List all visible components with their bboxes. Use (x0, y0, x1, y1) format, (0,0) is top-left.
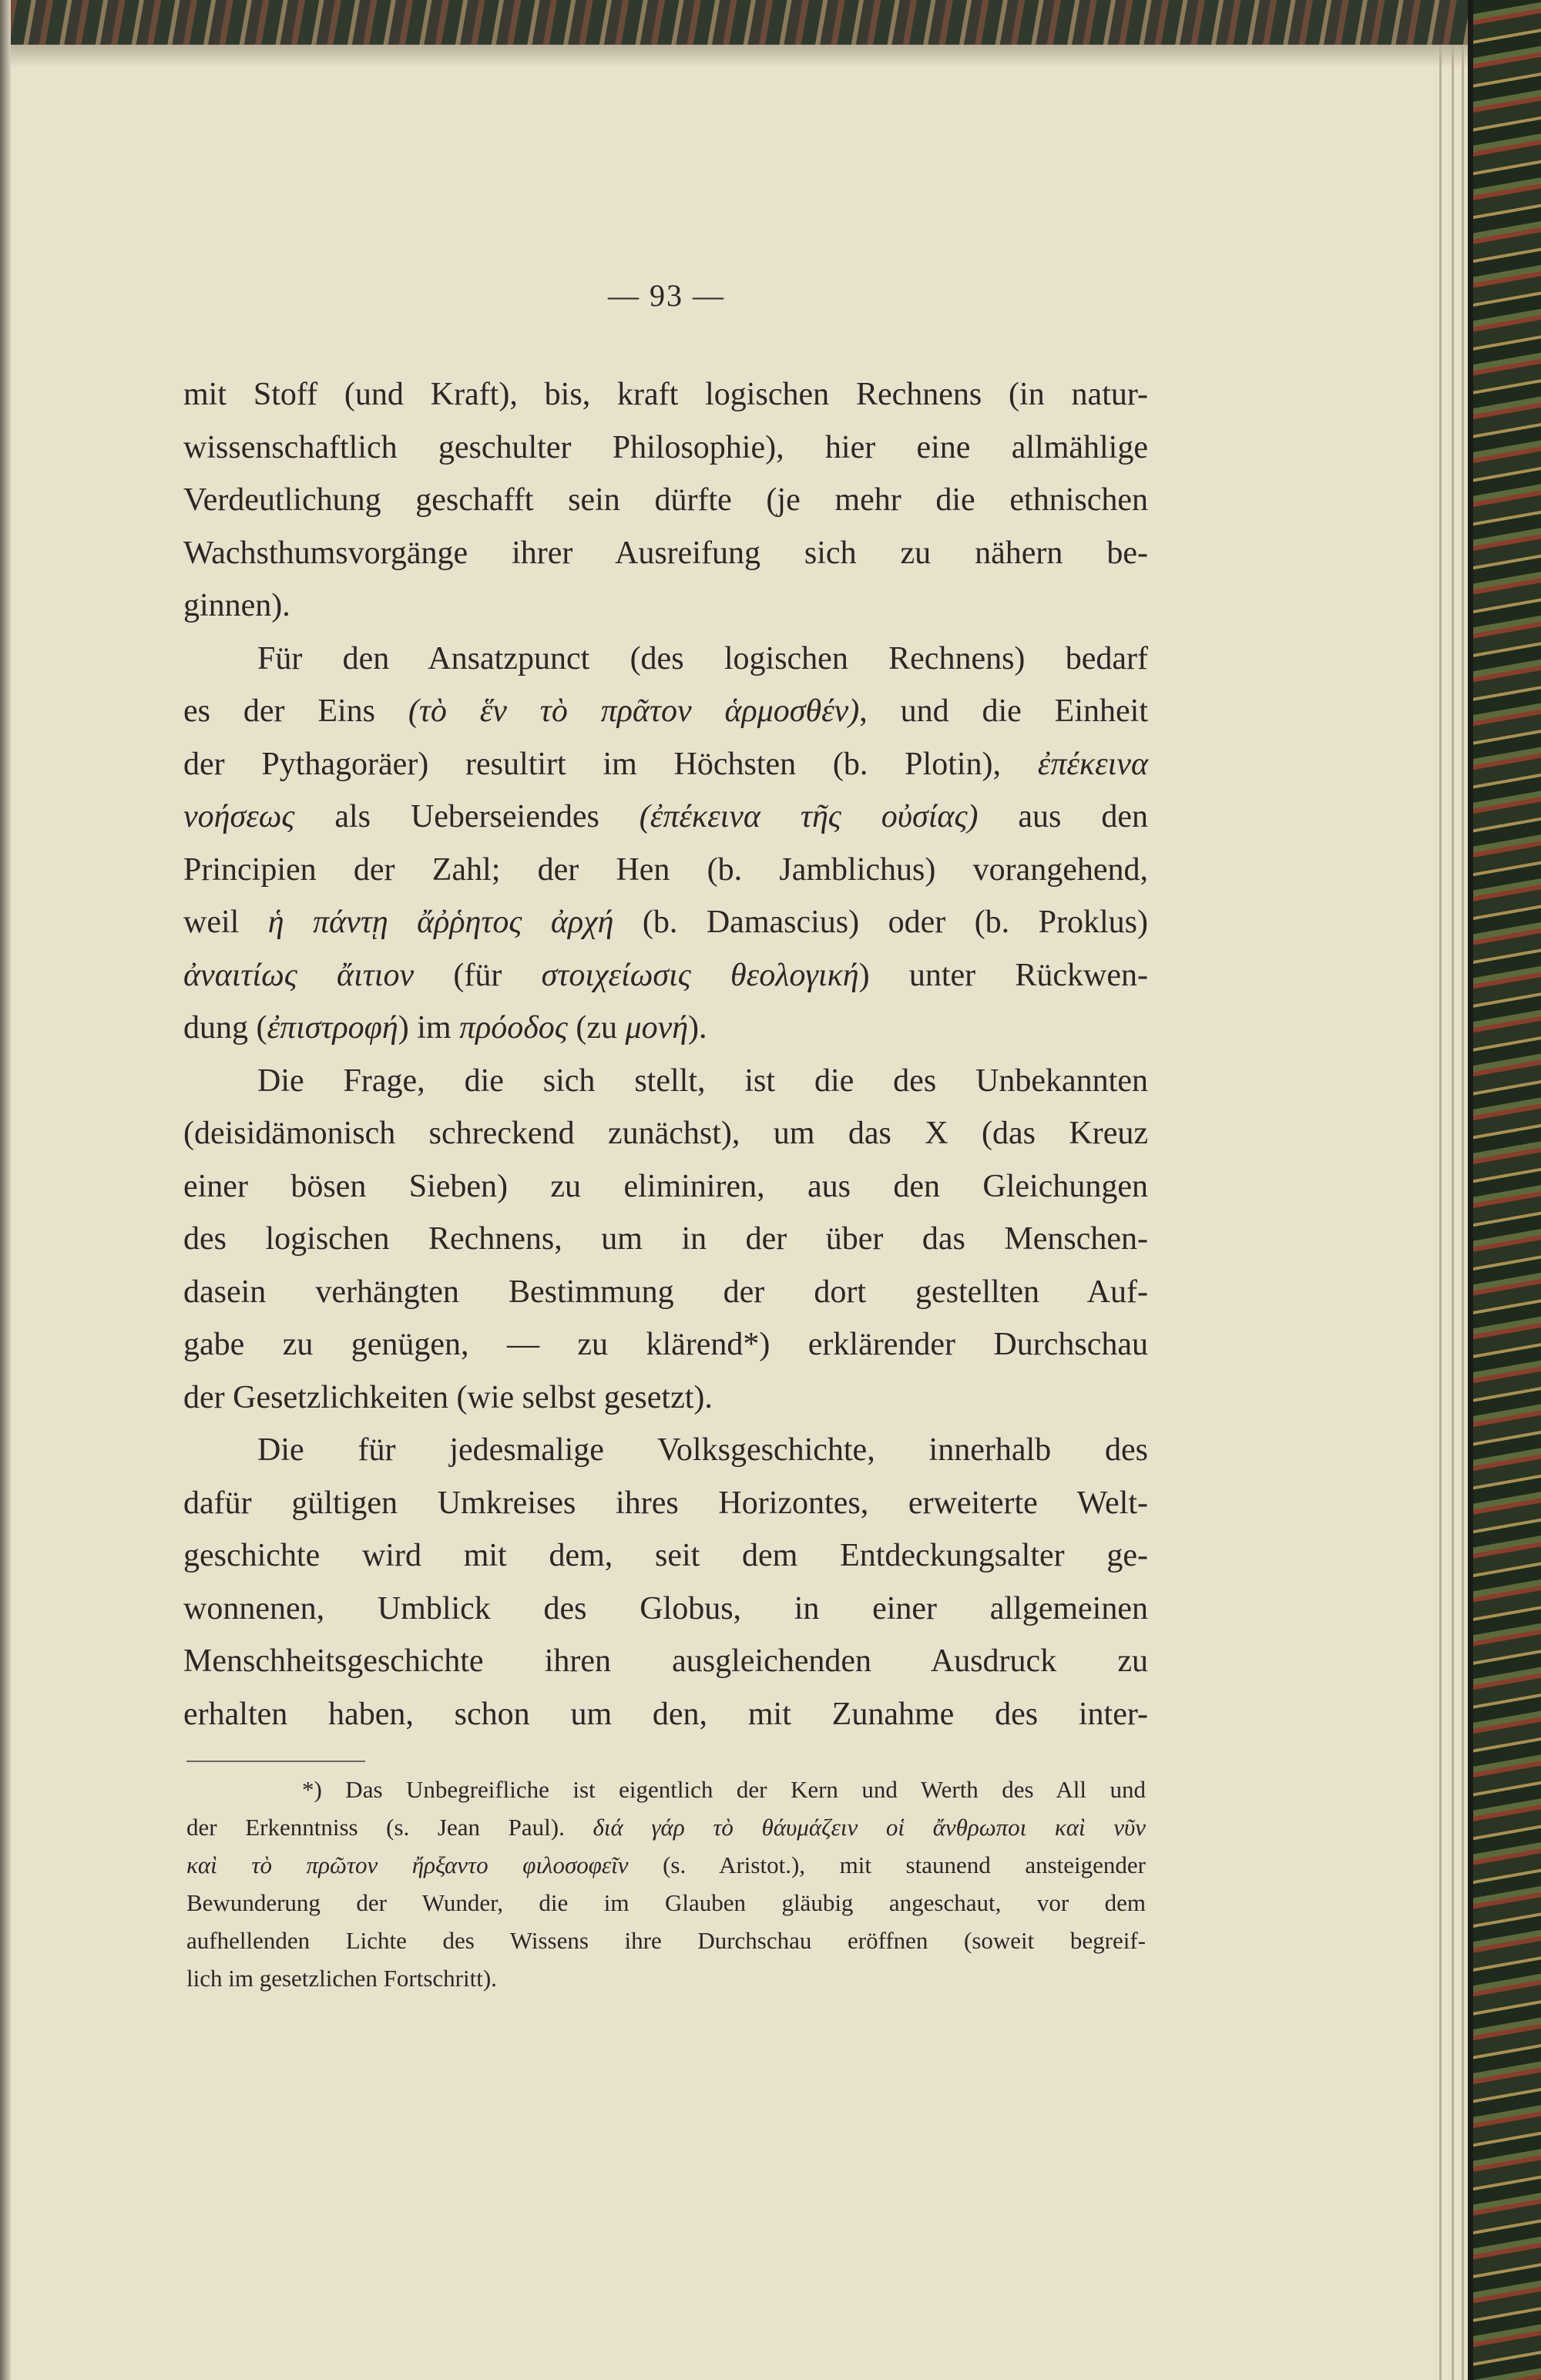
text-line (183, 1424, 1148, 1477)
text-segment: Die für jedesmalige Volksgeschichte, innerhalb des (257, 1432, 1148, 1468)
text-segment: dasein verhängten Bestimmung der dort gestellten Auf- (183, 1274, 1148, 1310)
text-segment: (für (414, 957, 542, 993)
text-line (183, 685, 1148, 738)
greek-phrase: νοήσεως (183, 799, 295, 834)
text-line (183, 421, 1148, 475)
text-segment: Principien der Zahl; der Hen (b. Jamblichus) vorangehend, (183, 851, 1148, 888)
text-segment: dafür gültigen Umkreises ihres Horizontes, erweiterte Welt- (183, 1485, 1148, 1521)
text-segment: Die Frage, die sich stellt, ist die des Unbekannten (257, 1062, 1148, 1099)
greek-phrase: διά γάρ τὸ θάυμάζειν οἱ ἄνθρωποι καὶ νῦν (593, 1814, 1146, 1841)
text-line (183, 633, 1148, 686)
text-segment: weil (183, 905, 268, 940)
text-segment: einer bösen Sieben) zu eliminiren, aus den Gleichungen (183, 1168, 1148, 1204)
text-line (183, 1266, 1148, 1319)
text-segment: ) unter Rückwen- (858, 957, 1149, 993)
text-segment: wonnenen, Umblick des Globus, in einer allgemeinen (183, 1590, 1148, 1626)
text-segment: (b. Damascius) oder (b. Proklus) (613, 905, 1148, 940)
page-number: — 93 — (608, 278, 725, 313)
greek-phrase: (ἐπέκεινα τῆς οὐσίας) (639, 799, 979, 834)
text-segment: Verdeutlichung geschafft sein dürfte (je mehr die ethnischen (183, 482, 1148, 518)
greek-phrase: στοιχείωσις θεολογική (541, 957, 859, 993)
text-line (183, 368, 1148, 421)
text-line (183, 579, 1148, 633)
page-gutter (0, 0, 11, 2380)
text-segment: aufhellenden Lichte des Wissens ihre Durchschau eröffnen (soweit begreif- (186, 1927, 1146, 1954)
footnote (186, 1771, 1146, 1997)
text-line (183, 896, 1148, 949)
text-line (183, 1213, 1148, 1266)
text-segment: aus den (978, 799, 1148, 834)
text-segment: (deisidämonisch schreckend zunächst), um das X (das Kreuz (183, 1116, 1148, 1151)
text-line (186, 1884, 1146, 1922)
text-segment: erhalten haben, schon um den, mit Zunahme des inter- (183, 1696, 1148, 1732)
text-line (183, 738, 1148, 791)
text-segment: (zu (567, 1010, 626, 1046)
text-segment: der Pythagoräer) resultirt im Höchsten (b. Plotin), (183, 746, 1038, 782)
text-line (183, 844, 1148, 897)
text-segment: der Erkenntniss (s. Jean Paul). (186, 1814, 593, 1841)
greek-phrase: ἐπιστροφή (267, 1010, 398, 1046)
marbled-cover (1473, 0, 1541, 2380)
body-text (183, 368, 1148, 1741)
text-line (183, 949, 1148, 1002)
page-top-shadow (0, 45, 1472, 68)
text-segment: gabe zu genügen, — zu klärend*) erklärender Durchschau (183, 1327, 1148, 1362)
greek-phrase: ἀναιτίως ἄιτιον (183, 957, 415, 993)
page-edge-line (1439, 46, 1442, 2380)
text-segment: der Gesetzlichkeiten (wie selbst gesetzt). (183, 1379, 713, 1415)
text-segment: als Ueberseiendes (294, 799, 640, 834)
text-segment: geschichte wird mit dem, seit dem Entdeckungsalter ge- (183, 1538, 1148, 1573)
text-line (183, 1318, 1148, 1371)
text-segment: es der Eins (183, 693, 408, 729)
text-line (183, 1055, 1148, 1108)
text-line (183, 1635, 1148, 1688)
text-segment: des logischen Rechnens, um in der über das Menschen- (183, 1221, 1148, 1257)
text-line (183, 527, 1148, 580)
text-segment: lich im gesetzlichen Fortschritt). (186, 1965, 497, 1992)
greek-phrase: ἡ πάντῃ ἄῤῥητος ἀρχή (267, 905, 614, 940)
text-segment: *) Das Unbegreifliche ist eigentlich der Kern und Werth des All und (302, 1776, 1146, 1803)
greek-phrase: μονή (625, 1010, 689, 1046)
text-line (183, 1529, 1148, 1583)
text-line (186, 1771, 1146, 1808)
text-segment: Menschheitsgeschichte ihren ausgleichenden Ausdruck zu (183, 1643, 1148, 1679)
text-segment: ). (688, 1010, 707, 1046)
text-line (183, 1477, 1148, 1530)
text-line (183, 1583, 1148, 1636)
text-segment: Wachsthumsvorgänge ihrer Ausreifung sich zu nähern be- (183, 535, 1148, 571)
book-top-edge (0, 0, 1541, 45)
text-segment: ginnen). (183, 588, 290, 623)
text-line (186, 1959, 1146, 1997)
text-line (183, 474, 1148, 527)
text-line (186, 1808, 1146, 1846)
text-segment: mit Stoff (und Kraft), bis, kraft logischen Rechnens (in natur- (183, 377, 1148, 412)
greek-phrase: (τὸ ἕν τὸ πρᾶτον ἁρμοσθέν) (408, 693, 860, 729)
text-segment: (s. Aristot.), mit staunend ansteigender (628, 1851, 1146, 1878)
text-line (186, 1846, 1146, 1884)
greek-phrase: καὶ τὸ πρῶτον ἤρξαντο φιλοσοφεῖν (186, 1851, 629, 1878)
text-line (183, 1002, 1148, 1055)
greek-phrase: ἐπέκεινα (1037, 746, 1148, 782)
text-segment: dung ( (183, 1010, 267, 1046)
text-segment: ) im (398, 1010, 460, 1046)
greek-phrase: πρόοδος (459, 1010, 568, 1046)
text-line (183, 1160, 1148, 1213)
page-edge-line (1462, 46, 1464, 2380)
text-segment: Für den Ansatzpunct (des logischen Rechnens) bedarf (257, 640, 1148, 676)
text-line (183, 1107, 1148, 1160)
text-segment: wissenschaftlich geschulter Philosophie), hier eine allmählige (183, 429, 1148, 465)
text-line (183, 1371, 1148, 1425)
text-line (183, 1688, 1148, 1741)
text-line (183, 791, 1148, 844)
text-line (186, 1922, 1146, 1959)
footnote-rule (186, 1761, 365, 1762)
text-segment: Bewunderung der Wunder, die im Glauben gläubig angeschaut, vor dem (186, 1889, 1146, 1916)
text-segment: , und die Einheit (859, 693, 1148, 729)
page-edge-line (1452, 46, 1454, 2380)
